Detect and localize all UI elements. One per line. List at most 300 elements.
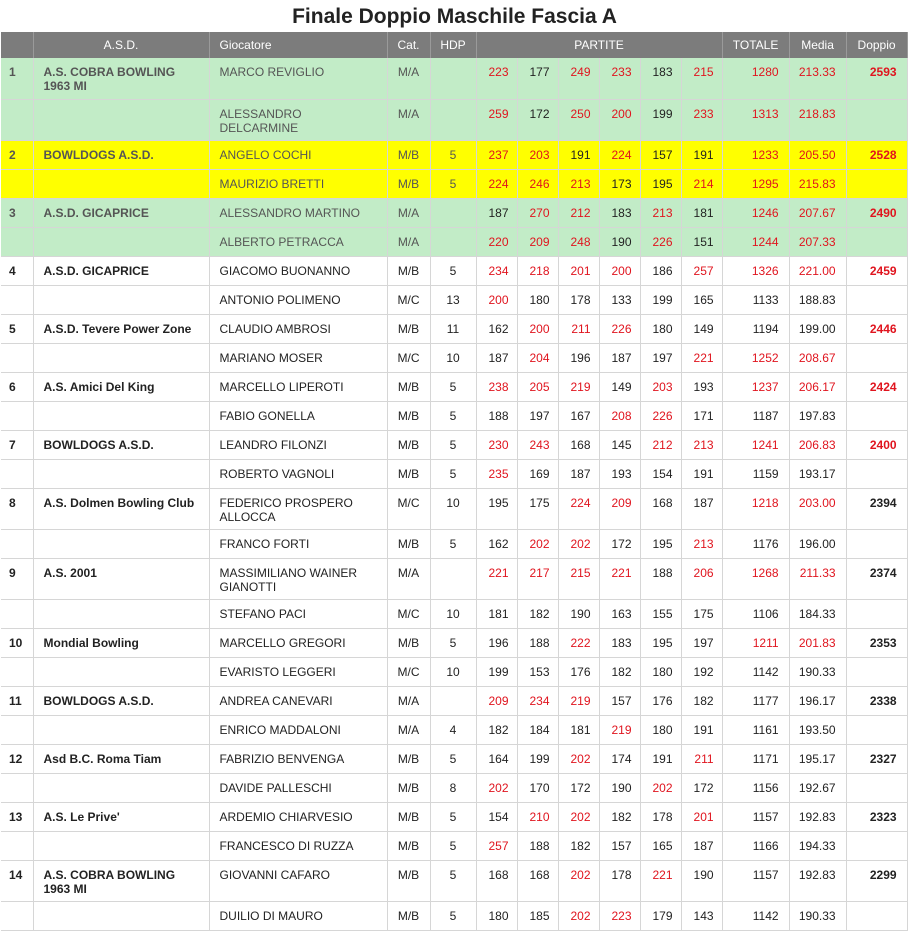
game-score-cell: 174 <box>599 744 640 773</box>
player-cell: ROBERTO VAGNOLI <box>209 459 387 488</box>
average-cell: 207.33 <box>789 227 846 256</box>
average-cell: 194.33 <box>789 831 846 860</box>
player-cell: LEANDRO FILONZI <box>209 430 387 459</box>
position-cell: 2 <box>1 140 33 169</box>
table-row <box>1 169 907 198</box>
player-cell: ALBERTO PETRACCA <box>209 227 387 256</box>
double-cell: 2459 <box>846 256 907 285</box>
game-score-cell: 208 <box>599 401 640 430</box>
category-cell: M/B <box>387 744 430 773</box>
header-games[interactable]: PARTITE <box>476 32 722 58</box>
game-score-cell: 179 <box>640 901 681 930</box>
game-score-cell: 206 <box>681 558 722 599</box>
total-cell: 1241 <box>722 430 789 459</box>
game-score-cell: 233 <box>681 99 722 140</box>
game-score-cell: 215 <box>558 558 599 599</box>
header-double[interactable]: Doppio <box>846 32 907 58</box>
game-score-cell: 172 <box>517 99 558 140</box>
position-cell <box>1 99 33 140</box>
table-row <box>1 558 907 599</box>
category-cell: M/A <box>387 686 430 715</box>
game-score-cell: 145 <box>599 430 640 459</box>
player-cell: ALESSANDRO DELCARMINE <box>209 99 387 140</box>
average-cell: 201.83 <box>789 628 846 657</box>
game-score-cell: 186 <box>640 256 681 285</box>
game-score-cell: 219 <box>599 715 640 744</box>
average-cell: 195.17 <box>789 744 846 773</box>
game-score-cell: 202 <box>476 773 517 802</box>
table-row <box>1 686 907 715</box>
average-cell: 192.83 <box>789 860 846 901</box>
team-cell <box>33 529 209 558</box>
game-score-cell: 182 <box>558 831 599 860</box>
player-cell: ARDEMIO CHIARVESIO <box>209 802 387 831</box>
game-score-cell: 224 <box>476 169 517 198</box>
table-row <box>1 831 907 860</box>
double-cell <box>846 599 907 628</box>
handicap-cell: 10 <box>430 343 476 372</box>
table-row <box>1 773 907 802</box>
game-score-cell: 173 <box>599 169 640 198</box>
game-score-cell: 209 <box>476 686 517 715</box>
game-score-cell: 185 <box>517 901 558 930</box>
double-cell: 2338 <box>846 686 907 715</box>
double-cell: 2528 <box>846 140 907 169</box>
table-row <box>1 285 907 314</box>
game-score-cell: 184 <box>517 715 558 744</box>
position-cell <box>1 227 33 256</box>
game-score-cell: 181 <box>558 715 599 744</box>
player-cell: MARCELLO GREGORI <box>209 628 387 657</box>
double-cell: 2490 <box>846 198 907 227</box>
total-cell: 1159 <box>722 459 789 488</box>
total-cell: 1156 <box>722 773 789 802</box>
game-score-cell: 213 <box>640 198 681 227</box>
game-score-cell: 233 <box>599 58 640 99</box>
team-cell <box>33 227 209 256</box>
player-cell: FRANCO FORTI <box>209 529 387 558</box>
average-cell: 206.83 <box>789 430 846 459</box>
handicap-cell: 5 <box>430 372 476 401</box>
game-score-cell: 180 <box>640 657 681 686</box>
double-cell <box>846 401 907 430</box>
total-cell: 1268 <box>722 558 789 599</box>
team-cell: Mondial Bowling <box>33 628 209 657</box>
game-score-cell: 178 <box>558 285 599 314</box>
game-score-cell: 183 <box>599 628 640 657</box>
player-cell: MARCELLO LIPEROTI <box>209 372 387 401</box>
game-score-cell: 237 <box>476 140 517 169</box>
game-score-cell: 199 <box>517 744 558 773</box>
category-cell: M/B <box>387 459 430 488</box>
header-player[interactable]: Giocatore <box>209 32 387 58</box>
game-score-cell: 191 <box>681 459 722 488</box>
handicap-cell: 4 <box>430 715 476 744</box>
team-cell: A.S.D. GICAPRICE <box>33 256 209 285</box>
table-row <box>1 198 907 227</box>
position-cell <box>1 773 33 802</box>
game-score-cell: 220 <box>476 227 517 256</box>
game-score-cell: 168 <box>558 430 599 459</box>
average-cell: 215.83 <box>789 169 846 198</box>
category-cell: M/A <box>387 227 430 256</box>
table-row <box>1 860 907 901</box>
category-cell: M/C <box>387 285 430 314</box>
game-score-cell: 235 <box>476 459 517 488</box>
handicap-cell: 5 <box>430 744 476 773</box>
table-row <box>1 459 907 488</box>
total-cell: 1295 <box>722 169 789 198</box>
table-row <box>1 401 907 430</box>
game-score-cell: 234 <box>476 256 517 285</box>
player-cell: ANTONIO POLIMENO <box>209 285 387 314</box>
game-score-cell: 230 <box>476 430 517 459</box>
game-score-cell: 163 <box>599 599 640 628</box>
game-score-cell: 180 <box>640 715 681 744</box>
handicap-cell: 5 <box>430 459 476 488</box>
game-score-cell: 157 <box>599 686 640 715</box>
game-score-cell: 224 <box>599 140 640 169</box>
category-cell: M/A <box>387 58 430 99</box>
game-score-cell: 223 <box>599 901 640 930</box>
player-cell: FEDERICO PROSPERO ALLOCCA <box>209 488 387 529</box>
handicap-cell <box>430 558 476 599</box>
double-cell: 2424 <box>846 372 907 401</box>
header-cat[interactable]: Cat. <box>387 32 430 58</box>
game-score-cell: 217 <box>517 558 558 599</box>
total-cell: 1194 <box>722 314 789 343</box>
double-cell: 2353 <box>846 628 907 657</box>
game-score-cell: 221 <box>476 558 517 599</box>
table-row <box>1 430 907 459</box>
team-cell <box>33 99 209 140</box>
table-row <box>1 99 907 140</box>
game-score-cell: 187 <box>476 198 517 227</box>
game-score-cell: 219 <box>558 686 599 715</box>
game-score-cell: 191 <box>681 715 722 744</box>
game-score-cell: 190 <box>599 773 640 802</box>
game-score-cell: 143 <box>681 901 722 930</box>
game-score-cell: 175 <box>517 488 558 529</box>
header-hdp[interactable]: HDP <box>430 32 476 58</box>
game-score-cell: 196 <box>476 628 517 657</box>
game-score-cell: 219 <box>558 372 599 401</box>
table-row <box>1 529 907 558</box>
player-cell: MASSIMILIANO WAINER GIANOTTI <box>209 558 387 599</box>
average-cell: 196.17 <box>789 686 846 715</box>
total-cell: 1133 <box>722 285 789 314</box>
total-cell: 1142 <box>722 657 789 686</box>
double-cell <box>846 657 907 686</box>
game-score-cell: 234 <box>517 686 558 715</box>
player-cell: EVARISTO LEGGERI <box>209 657 387 686</box>
game-score-cell: 195 <box>640 628 681 657</box>
game-score-cell: 226 <box>640 401 681 430</box>
category-cell: M/B <box>387 773 430 802</box>
game-score-cell: 221 <box>599 558 640 599</box>
game-score-cell: 187 <box>681 831 722 860</box>
header-avg[interactable]: Media <box>789 32 846 58</box>
game-score-cell: 190 <box>558 599 599 628</box>
game-score-cell: 190 <box>681 860 722 901</box>
handicap-cell: 5 <box>430 831 476 860</box>
total-cell: 1244 <box>722 227 789 256</box>
team-cell: A.S. 2001 <box>33 558 209 599</box>
total-cell: 1233 <box>722 140 789 169</box>
game-score-cell: 223 <box>476 58 517 99</box>
total-cell: 1211 <box>722 628 789 657</box>
total-cell: 1280 <box>722 58 789 99</box>
average-cell: 208.67 <box>789 343 846 372</box>
team-cell <box>33 285 209 314</box>
game-score-cell: 181 <box>681 198 722 227</box>
category-cell: M/B <box>387 430 430 459</box>
total-cell: 1177 <box>722 686 789 715</box>
game-score-cell: 172 <box>681 773 722 802</box>
handicap-cell: 5 <box>430 529 476 558</box>
table-row <box>1 256 907 285</box>
game-score-cell: 178 <box>640 802 681 831</box>
game-score-cell: 202 <box>558 744 599 773</box>
average-cell: 199.00 <box>789 314 846 343</box>
double-cell: 2299 <box>846 860 907 901</box>
team-cell <box>33 901 209 930</box>
header-pos <box>1 32 33 58</box>
position-cell <box>1 901 33 930</box>
position-cell <box>1 169 33 198</box>
total-cell: 1157 <box>722 802 789 831</box>
game-score-cell: 249 <box>558 58 599 99</box>
game-score-cell: 169 <box>517 459 558 488</box>
game-score-cell: 149 <box>599 372 640 401</box>
average-cell: 211.33 <box>789 558 846 599</box>
category-cell: M/B <box>387 831 430 860</box>
player-cell: GIACOMO BUONANNO <box>209 256 387 285</box>
total-cell: 1176 <box>722 529 789 558</box>
table-row <box>1 314 907 343</box>
average-cell: 218.83 <box>789 99 846 140</box>
game-score-cell: 213 <box>681 529 722 558</box>
game-score-cell: 199 <box>640 99 681 140</box>
game-score-cell: 192 <box>681 657 722 686</box>
game-score-cell: 202 <box>558 901 599 930</box>
table-row <box>1 58 907 99</box>
average-cell: 184.33 <box>789 599 846 628</box>
average-cell: 193.50 <box>789 715 846 744</box>
game-score-cell: 176 <box>640 686 681 715</box>
game-score-cell: 182 <box>681 686 722 715</box>
category-cell: M/B <box>387 372 430 401</box>
handicap-cell <box>430 227 476 256</box>
game-score-cell: 202 <box>558 802 599 831</box>
game-score-cell: 187 <box>599 343 640 372</box>
game-score-cell: 221 <box>640 860 681 901</box>
game-score-cell: 172 <box>599 529 640 558</box>
team-cell: A.S. COBRA BOWLING 1963 MI <box>33 58 209 99</box>
table-row <box>1 140 907 169</box>
team-cell: BOWLDOGS A.S.D. <box>33 140 209 169</box>
double-cell <box>846 529 907 558</box>
game-score-cell: 202 <box>558 860 599 901</box>
table-row <box>1 715 907 744</box>
game-score-cell: 201 <box>558 256 599 285</box>
game-score-cell: 133 <box>599 285 640 314</box>
team-cell: BOWLDOGS A.S.D. <box>33 430 209 459</box>
team-cell: A.S. Dolmen Bowling Club <box>33 488 209 529</box>
table-row <box>1 657 907 686</box>
game-score-cell: 238 <box>476 372 517 401</box>
position-cell: 1 <box>1 58 33 99</box>
game-score-cell: 193 <box>599 459 640 488</box>
handicap-cell: 5 <box>430 628 476 657</box>
total-cell: 1166 <box>722 831 789 860</box>
position-cell: 14 <box>1 860 33 901</box>
game-score-cell: 204 <box>517 343 558 372</box>
total-cell: 1218 <box>722 488 789 529</box>
table-row <box>1 802 907 831</box>
game-score-cell: 190 <box>599 227 640 256</box>
position-cell: 7 <box>1 430 33 459</box>
game-score-cell: 199 <box>476 657 517 686</box>
game-score-cell: 168 <box>517 860 558 901</box>
results-body <box>1 58 907 930</box>
player-cell: MAURIZIO BRETTI <box>209 169 387 198</box>
game-score-cell: 153 <box>517 657 558 686</box>
category-cell: M/B <box>387 860 430 901</box>
game-score-cell: 197 <box>681 628 722 657</box>
game-score-cell: 222 <box>558 628 599 657</box>
game-score-cell: 191 <box>558 140 599 169</box>
team-cell: BOWLDOGS A.S.D. <box>33 686 209 715</box>
table-row <box>1 628 907 657</box>
category-cell: M/A <box>387 558 430 599</box>
game-score-cell: 221 <box>681 343 722 372</box>
team-cell <box>33 401 209 430</box>
team-cell: Asd B.C. Roma Tiam <box>33 744 209 773</box>
game-score-cell: 195 <box>476 488 517 529</box>
total-cell: 1187 <box>722 401 789 430</box>
game-score-cell: 248 <box>558 227 599 256</box>
position-cell <box>1 285 33 314</box>
game-score-cell: 202 <box>517 529 558 558</box>
game-score-cell: 203 <box>640 372 681 401</box>
team-cell <box>33 343 209 372</box>
position-cell: 5 <box>1 314 33 343</box>
game-score-cell: 172 <box>558 773 599 802</box>
team-cell: A.S.D. Tevere Power Zone <box>33 314 209 343</box>
game-score-cell: 182 <box>599 657 640 686</box>
game-score-cell: 191 <box>681 140 722 169</box>
game-score-cell: 157 <box>599 831 640 860</box>
table-row <box>1 901 907 930</box>
team-cell: A.S. Le Prive' <box>33 802 209 831</box>
category-cell: M/C <box>387 488 430 529</box>
game-score-cell: 226 <box>599 314 640 343</box>
team-cell <box>33 599 209 628</box>
game-score-cell: 187 <box>681 488 722 529</box>
game-score-cell: 191 <box>640 744 681 773</box>
game-score-cell: 180 <box>640 314 681 343</box>
position-cell <box>1 599 33 628</box>
average-cell: 221.00 <box>789 256 846 285</box>
average-cell: 190.33 <box>789 901 846 930</box>
category-cell: M/C <box>387 657 430 686</box>
table-row <box>1 599 907 628</box>
double-cell: 2327 <box>846 744 907 773</box>
average-cell: 197.83 <box>789 401 846 430</box>
game-score-cell: 175 <box>681 599 722 628</box>
game-score-cell: 212 <box>558 198 599 227</box>
game-score-cell: 188 <box>476 401 517 430</box>
game-score-cell: 180 <box>476 901 517 930</box>
game-score-cell: 180 <box>517 285 558 314</box>
average-cell: 213.33 <box>789 58 846 99</box>
total-cell: 1171 <box>722 744 789 773</box>
game-score-cell: 200 <box>476 285 517 314</box>
header-asd[interactable]: A.S.D. <box>33 32 209 58</box>
category-cell: M/A <box>387 99 430 140</box>
position-cell <box>1 831 33 860</box>
game-score-cell: 182 <box>599 802 640 831</box>
average-cell: 205.50 <box>789 140 846 169</box>
handicap-cell: 5 <box>430 401 476 430</box>
game-score-cell: 210 <box>517 802 558 831</box>
game-score-cell: 212 <box>640 430 681 459</box>
double-cell: 2593 <box>846 58 907 99</box>
total-cell: 1237 <box>722 372 789 401</box>
position-cell: 3 <box>1 198 33 227</box>
game-score-cell: 209 <box>599 488 640 529</box>
average-cell: 196.00 <box>789 529 846 558</box>
double-cell: 2374 <box>846 558 907 599</box>
game-score-cell: 164 <box>476 744 517 773</box>
game-score-cell: 151 <box>681 227 722 256</box>
game-score-cell: 200 <box>517 314 558 343</box>
game-score-cell: 188 <box>517 628 558 657</box>
category-cell: M/A <box>387 198 430 227</box>
game-score-cell: 209 <box>517 227 558 256</box>
handicap-cell: 5 <box>430 901 476 930</box>
header-total[interactable]: TOTALE <box>722 32 789 58</box>
game-score-cell: 211 <box>558 314 599 343</box>
game-score-cell: 162 <box>476 529 517 558</box>
position-cell <box>1 343 33 372</box>
category-cell: M/B <box>387 628 430 657</box>
handicap-cell: 10 <box>430 488 476 529</box>
team-cell <box>33 715 209 744</box>
handicap-cell: 8 <box>430 773 476 802</box>
game-score-cell: 202 <box>558 529 599 558</box>
game-score-cell: 187 <box>558 459 599 488</box>
team-cell <box>33 831 209 860</box>
player-cell: ALESSANDRO MARTINO <box>209 198 387 227</box>
handicap-cell <box>430 58 476 99</box>
game-score-cell: 177 <box>517 58 558 99</box>
player-cell: FABIO GONELLA <box>209 401 387 430</box>
double-cell <box>846 831 907 860</box>
position-cell: 8 <box>1 488 33 529</box>
handicap-cell: 5 <box>430 430 476 459</box>
position-cell: 10 <box>1 628 33 657</box>
game-score-cell: 205 <box>517 372 558 401</box>
results-table <box>1 32 908 931</box>
category-cell: M/A <box>387 715 430 744</box>
handicap-cell: 13 <box>430 285 476 314</box>
game-score-cell: 196 <box>558 343 599 372</box>
team-cell: A.S.D. GICAPRICE <box>33 198 209 227</box>
handicap-cell: 5 <box>430 169 476 198</box>
category-cell: M/B <box>387 901 430 930</box>
